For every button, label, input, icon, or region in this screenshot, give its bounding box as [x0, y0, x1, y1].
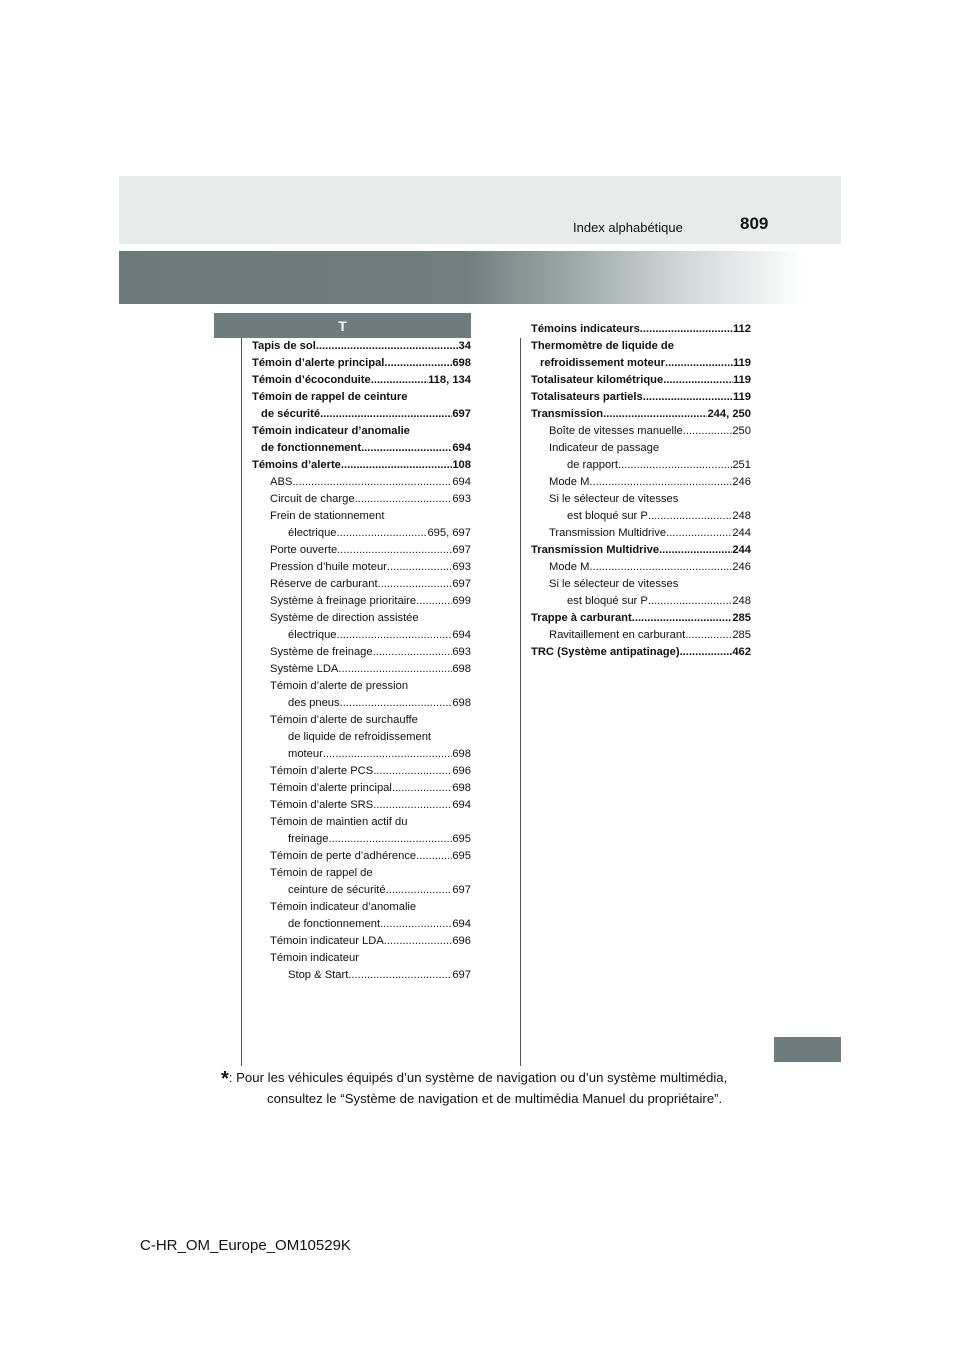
leader-dots	[371, 372, 428, 389]
index-entry-text: Témoins indicateurs	[531, 323, 640, 335]
index-entry-text: Témoin de rappel de	[270, 867, 373, 879]
index-entry-text: Transmission Multidrive	[549, 527, 667, 539]
index-entry-text: Pression d’huile moteur	[270, 561, 387, 573]
leader-dots	[659, 542, 732, 559]
leader-dots	[373, 644, 453, 661]
index-entry-page[interactable]: 695, 697	[427, 527, 471, 539]
index-entry-text: freinage	[288, 833, 329, 845]
index-entry-page[interactable]: 693	[452, 646, 471, 658]
leader-dots	[666, 525, 732, 542]
index-entry	[252, 933, 471, 950]
leader-dots	[384, 933, 453, 950]
index-entry-text: Porte ouverte	[270, 544, 338, 556]
index-entry	[531, 593, 751, 610]
index-entry-text: de liquide de refroidissement	[288, 731, 432, 743]
index-entry	[252, 610, 471, 627]
index-entry-page[interactable]: 696	[452, 765, 471, 777]
index-entry	[252, 797, 471, 814]
index-entry	[531, 542, 751, 559]
index-entry	[252, 559, 471, 576]
index-entry-text: électrique	[288, 629, 337, 641]
index-entry-page[interactable]: 285	[732, 612, 751, 624]
leader-dots	[323, 746, 453, 763]
leader-dots	[373, 797, 452, 814]
index-entry-page[interactable]: 112	[732, 323, 751, 335]
index-entry-text: Mode M	[549, 476, 590, 488]
index-entry-text: Tapis de sol	[252, 340, 316, 352]
index-entry	[531, 610, 751, 627]
leader-dots	[680, 644, 733, 661]
leader-dots	[685, 627, 732, 644]
index-entry-text: Témoin indicateur LDA	[270, 935, 384, 947]
index-entry-page[interactable]: 248	[732, 510, 751, 522]
column-divider-middle	[520, 338, 521, 1066]
index-entry-page[interactable]: 251	[732, 459, 751, 471]
index-entry-text: Totalisateur kilométrique	[531, 374, 664, 386]
index-entry-text: Témoin d’alerte de pression	[270, 680, 409, 692]
leader-dots	[589, 559, 732, 576]
index-entry	[252, 967, 471, 984]
leader-dots	[337, 525, 428, 542]
index-entry	[252, 389, 471, 406]
leader-dots	[416, 848, 452, 865]
index-entry-page[interactable]: 250	[732, 425, 751, 437]
index-entry-text: moteur	[288, 748, 323, 760]
leader-dots	[648, 593, 732, 610]
index-entry-page[interactable]: 697	[452, 408, 471, 420]
leader-dots	[589, 474, 732, 491]
leader-dots	[387, 559, 452, 576]
section-letter-header	[214, 313, 471, 338]
index-entry	[531, 508, 751, 525]
page-title: Index alphabétique	[573, 220, 683, 235]
index-entry-text: Transmission Multidrive	[531, 544, 660, 556]
index-entry	[252, 474, 471, 491]
index-entry-page[interactable]: 697	[452, 884, 471, 896]
index-entry	[252, 746, 471, 763]
index-entry-text: Témoin d’alerte principal	[252, 357, 385, 369]
index-entry-text: Témoin indicateur	[270, 952, 359, 964]
index-entry-page[interactable]: 694	[452, 442, 471, 454]
header-band	[119, 176, 841, 244]
section-letter: T	[338, 317, 347, 334]
index-entry-text: Frein de stationnement	[270, 510, 385, 522]
index-entry-text: Si le sélecteur de vitesses	[549, 578, 679, 590]
index-entry	[252, 542, 471, 559]
index-entry-page[interactable]: 697	[452, 578, 471, 590]
index-entry	[252, 882, 471, 899]
index-entry-page[interactable]: 698	[452, 357, 471, 369]
index-entry	[531, 457, 751, 474]
leader-dots	[384, 355, 452, 372]
index-entry	[252, 916, 471, 933]
index-entry	[252, 780, 471, 797]
index-entry-text: Témoins d’alerte	[252, 459, 341, 471]
index-entry-text: Témoin indicateur d’anomalie	[270, 901, 417, 913]
index-entry-text: Système de freinage	[270, 646, 373, 658]
leader-dots	[648, 508, 732, 525]
index-entry-text: Témoin d’alerte PCS	[270, 765, 374, 777]
document-code: C-HR_OM_Europe_OM10529K	[140, 1237, 351, 1254]
index-entry-text: ABS	[270, 476, 293, 488]
footnote	[221, 1068, 727, 1109]
index-entry-text: Système à freinage prioritaire	[270, 595, 417, 607]
index-entry-page[interactable]: 244	[732, 544, 751, 556]
leader-dots	[380, 916, 452, 933]
index-entry	[531, 372, 751, 389]
leader-dots	[340, 695, 453, 712]
index-entry-text: Si le sélecteur de vitesses	[549, 493, 679, 505]
index-entry-text: Témoin d’alerte de surchauffe	[270, 714, 418, 726]
index-entry-page[interactable]: 697	[452, 544, 471, 556]
index-entry	[531, 389, 751, 406]
leader-dots	[355, 491, 453, 508]
leader-dots	[665, 355, 733, 372]
leader-dots	[643, 389, 733, 406]
index-entry-text: Témoin d’alerte principal	[270, 782, 392, 794]
side-tab-marker	[774, 1037, 841, 1062]
index-entry-page[interactable]: 248	[732, 595, 751, 607]
index-entry	[531, 576, 751, 593]
index-entry-page[interactable]: 285	[732, 629, 751, 641]
leader-dots	[328, 831, 452, 848]
index-entry	[252, 355, 471, 372]
index-entry-page[interactable]: 246	[732, 561, 751, 573]
index-entry-page[interactable]: 698	[452, 697, 471, 709]
decorative-gradient-bar	[119, 251, 841, 304]
index-entry	[531, 627, 751, 644]
leader-dots	[392, 780, 452, 797]
index-entry-page[interactable]: 694	[452, 918, 471, 930]
index-entry	[252, 372, 471, 389]
index-entry-text: est bloqué sur P	[567, 595, 648, 607]
index-entry	[252, 627, 471, 644]
index-entry-text: Témoin de perte d’adhérence	[270, 850, 417, 862]
index-entry-page[interactable]: 694	[452, 629, 471, 641]
index-entry-text: Stop & Start	[288, 969, 349, 981]
index-entry-page[interactable]: 34	[458, 340, 471, 352]
leader-dots	[378, 576, 453, 593]
index-entry	[531, 525, 751, 542]
index-entry	[531, 440, 751, 457]
index-entry-page[interactable]: 108	[452, 459, 471, 471]
index-entry-page[interactable]: 244, 250	[707, 408, 751, 420]
index-entry-page[interactable]: 244	[732, 527, 751, 539]
index-entry-page[interactable]: 695	[452, 833, 471, 845]
index-entry-text: Boîte de vitesses manuelle	[549, 425, 683, 437]
index-entry-text: Mode M	[549, 561, 590, 573]
leader-dots	[373, 763, 452, 780]
index-entry-text: est bloqué sur P	[567, 510, 648, 522]
index-entry	[252, 491, 471, 508]
index-entry	[531, 406, 751, 423]
index-entry	[531, 559, 751, 576]
index-entry	[252, 950, 471, 967]
index-entry-text: Système LDA	[270, 663, 339, 675]
index-entry-text: de fonctionnement	[261, 442, 362, 454]
index-entry	[531, 491, 751, 508]
leader-dots	[618, 457, 732, 474]
index-entry	[531, 321, 751, 338]
index-entry-page[interactable]: 246	[732, 476, 751, 488]
index-entry	[252, 763, 471, 780]
leader-dots	[361, 440, 452, 457]
index-entry	[252, 695, 471, 712]
leader-dots	[603, 406, 707, 423]
footnote-star: *	[221, 1068, 229, 1090]
index-entry-page[interactable]: 695	[452, 850, 471, 862]
index-entry-page[interactable]: 694	[452, 799, 471, 811]
leader-dots	[683, 423, 733, 440]
index-entry-page[interactable]: 696	[452, 935, 471, 947]
leader-dots	[316, 338, 459, 355]
index-entry	[252, 899, 471, 916]
index-entry-text: Thermomètre de liquide de	[531, 340, 674, 352]
index-column-right	[531, 321, 751, 661]
index-entry-text: Témoin d’écoconduite	[252, 374, 371, 386]
index-entry-page[interactable]: 698	[452, 782, 471, 794]
index-entry-text: des pneus	[288, 697, 340, 709]
index-entry-page[interactable]: 698	[452, 663, 471, 675]
index-entry-page[interactable]: 462	[732, 646, 751, 658]
index-entry-text: Témoin d’alerte SRS	[270, 799, 374, 811]
index-entry-text: de fonctionnement	[288, 918, 381, 930]
index-entry-text: ceinture de sécurité	[288, 884, 386, 896]
index-entry	[531, 355, 751, 372]
leader-dots	[341, 457, 452, 474]
index-entry-page[interactable]: 118, 134	[428, 374, 471, 386]
index-entry-text: Circuit de charge	[270, 493, 355, 505]
index-entry	[531, 474, 751, 491]
index-entry	[252, 508, 471, 525]
index-entry	[252, 525, 471, 542]
index-entry-page[interactable]: 693	[452, 561, 471, 573]
index-entry	[252, 661, 471, 678]
index-entry	[252, 865, 471, 882]
index-entry-text: TRC (Système antipatinage)	[531, 646, 680, 658]
index-entry	[252, 423, 471, 440]
index-entry	[252, 848, 471, 865]
index-entry-text: de sécurité	[261, 408, 321, 420]
leader-dots	[640, 321, 733, 338]
index-entry	[252, 729, 471, 746]
index-entry	[252, 406, 471, 423]
index-entry-text: Témoin de maintien actif du	[270, 816, 408, 828]
index-entry	[252, 576, 471, 593]
index-entry	[531, 644, 751, 661]
leader-dots	[632, 610, 733, 627]
index-entry-text: Ravitaillement en carburant	[549, 629, 686, 641]
leader-dots	[292, 474, 452, 491]
index-entry-text: refroidissement moteur	[540, 357, 665, 369]
leader-dots	[348, 967, 452, 984]
index-entry	[252, 678, 471, 695]
index-entry	[252, 831, 471, 848]
index-entry-text: Témoin indicateur d’anomalie	[252, 425, 410, 437]
index-entry-text: Trappe à carburant	[531, 612, 632, 624]
index-entry	[252, 338, 471, 355]
index-entry	[252, 712, 471, 729]
index-entry	[252, 457, 471, 474]
index-entry-text: Indicateur de passage	[549, 442, 660, 454]
page-number: 809	[740, 214, 769, 233]
leader-dots	[416, 593, 452, 610]
index-entry-page[interactable]: 699	[452, 595, 471, 607]
index-entry	[252, 814, 471, 831]
column-divider-left	[241, 338, 242, 1066]
index-entry-page[interactable]: 698	[452, 748, 471, 760]
leader-dots	[320, 406, 452, 423]
index-column-left	[252, 338, 471, 984]
leader-dots	[337, 627, 453, 644]
index-entry-page[interactable]: 693	[452, 493, 471, 505]
index-entry-text: de rapport	[567, 459, 618, 471]
index-entry-page[interactable]: 694	[452, 476, 471, 488]
index-entry-page[interactable]: 119	[732, 374, 751, 386]
leader-dots	[338, 661, 452, 678]
index-entry-text: Réserve de carburant	[270, 578, 378, 590]
leader-dots	[663, 372, 733, 389]
index-entry-text: Totalisateurs partiels	[531, 391, 643, 403]
index-entry	[531, 423, 751, 440]
index-entry-text: électrique	[288, 527, 337, 539]
footnote-line-2: consultez le “Système de navigation et de multimédia Manuel du propriétaire”.	[267, 1091, 723, 1106]
index-entry	[252, 593, 471, 610]
index-entry-page[interactable]: 697	[452, 969, 471, 981]
index-entry-text: Témoin de rappel de ceinture	[252, 391, 408, 403]
leader-dots	[337, 542, 452, 559]
index-entry-text: Système de direction assistée	[270, 612, 419, 624]
footnote-line-1: : Pour les véhicules équipés d’un système de navigation ou d’un système multimédia,	[228, 1070, 728, 1085]
index-entry	[252, 644, 471, 661]
index-entry	[252, 440, 471, 457]
index-entry-page[interactable]: 119	[732, 357, 751, 369]
index-entry-text: Transmission	[531, 408, 604, 420]
index-entry-page[interactable]: 119	[732, 391, 751, 403]
index-entry	[531, 338, 751, 355]
leader-dots	[386, 882, 453, 899]
